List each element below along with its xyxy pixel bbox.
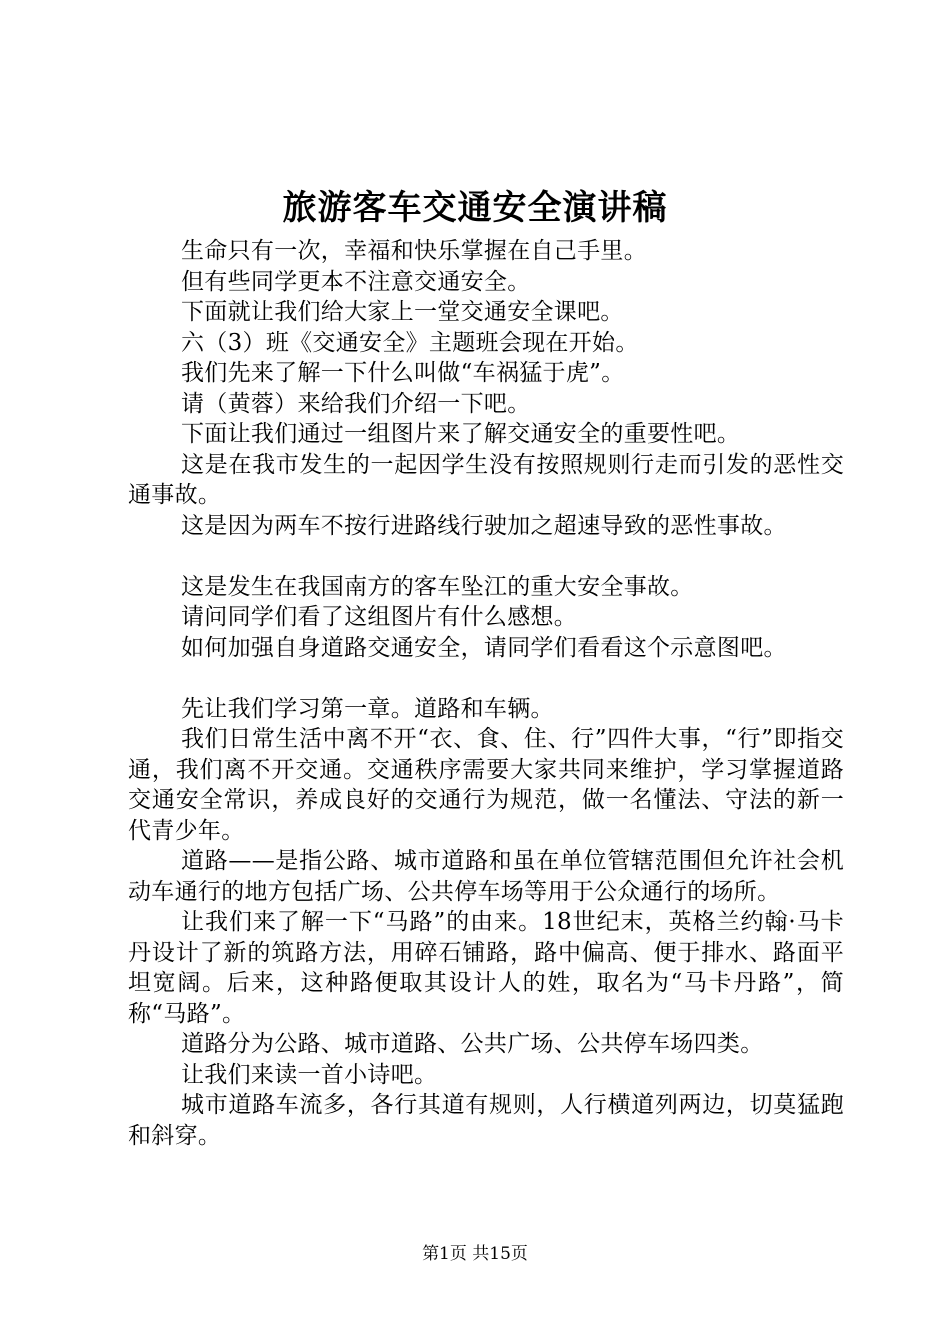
paragraph: 这是在我市发生的一起因学生没有按照规则行走而引发的恶性交通事故。 [128,451,844,508]
paragraph: 先让我们学习第一章。道路和车辆。 [181,695,554,722]
paragraph: 道路分为公路、城市道路、公共广场、公共停车场四类。 [181,1031,764,1057]
paragraph-gap [128,541,844,572]
paragraph: 下面就让我们给大家上一堂交通安全课吧。 [181,299,624,325]
paragraph: 但有些同学更本不注意交通安全。 [181,268,531,295]
paragraph: 让我们来了解一下“马路”的由来。18世纪末，英格兰约翰·马卡丹设计了新的筑路方法，用碎石铺路，路中偏高、便于排水、路面平坦宽阔。后来，这种路便取其设计人的姓，取名为“马卡丹路”，简称“马路”。 [128,909,844,1027]
document-body [128,236,844,1151]
paragraph: 道路——是指公路、城市道路和虽在单位管辖范围但允许社会机动车通行的地方包括广场、公共停车场等用于公众通行的场所。 [128,848,844,905]
paragraph: 六（3）班《交通安全》主题班会现在开始。 [181,329,639,356]
paragraph: 让我们来读一首小诗吧。 [181,1061,438,1088]
paragraph: 请问同学们看了这组图片有什么感想。 [181,604,578,630]
page-number-footer: 第1页 共15页 [422,1244,528,1264]
paragraph: 如何加强自身道路交通安全，请同学们看看这个示意图吧。 [181,634,787,661]
paragraph: 城市道路车流多，各行其道有规则，人行横道列两边，切莫猛跑和斜穿。 [128,1092,844,1149]
paragraph: 我们先来了解一下什么叫做“车祸猛于虎”。 [181,360,625,386]
document-title: 旅游客车交通安全演讲稿 [282,188,668,228]
paragraph: 这是因为两车不按行进路线行驶加之超速导致的恶性事故。 [181,512,787,539]
paragraph: 下面让我们通过一组图片来了解交通安全的重要性吧。 [181,421,741,447]
paragraph: 我们日常生活中离不开“衣、食、住、行”四件大事，“行”即指交通，我们离不开交通。交通秩序需要大家共同来维护，学习掌握道路交通安全常识，养成良好的交通行为规范，做一名懂法、守法的新一代青少年。 [128,726,844,844]
paragraph: 这是发生在我国南方的客车坠江的重大安全事故。 [181,573,694,600]
paragraph: 生命只有一次，幸福和快乐掌握在自己手里。 [181,238,647,264]
paragraph-gap [128,663,844,694]
paragraph: 请（黄蓉）来给我们介绍一下吧。 [181,390,531,417]
